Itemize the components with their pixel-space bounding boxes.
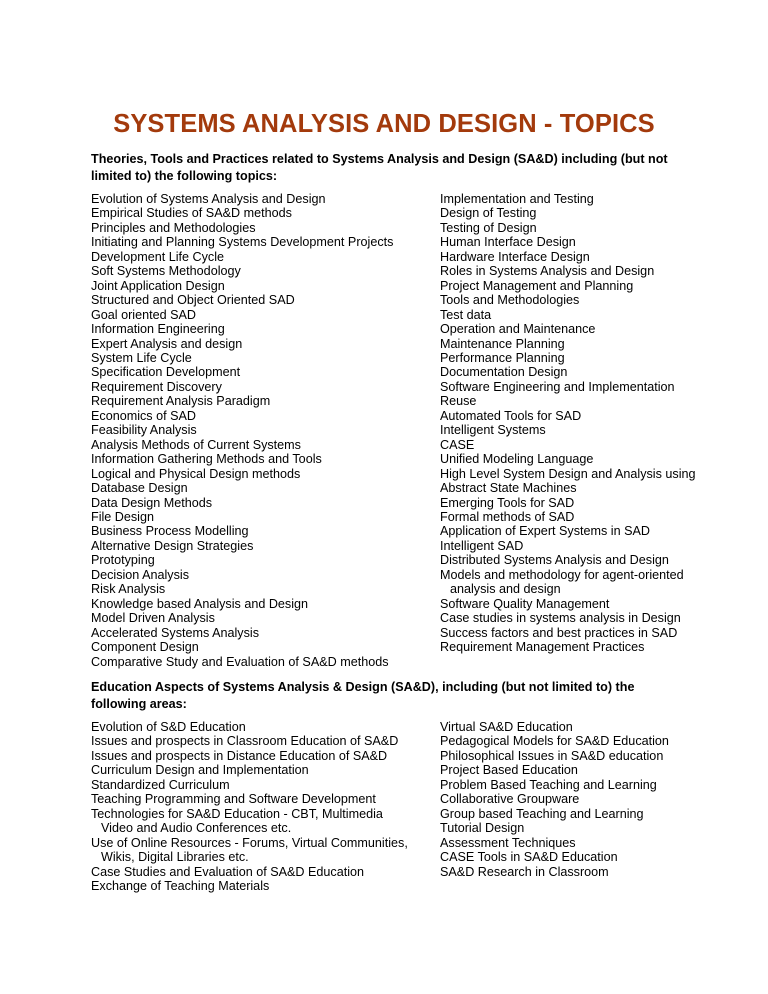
topic-item: Testing of Design <box>440 220 537 235</box>
topic-item: File Design <box>91 509 154 524</box>
topic-item: Accelerated Systems Analysis <box>91 625 259 640</box>
topic-item: Roles in Systems Analysis and Design <box>440 264 655 279</box>
topic-item: Reuse <box>440 394 477 409</box>
topic-item: Expert Analysis and design <box>91 336 243 351</box>
topic-item: Case Studies and Evaluation of SA&D Education <box>91 864 365 879</box>
topic-item: Models and methodology for agent-oriented analysis and design <box>440 567 684 597</box>
topic-item: Test data <box>440 307 492 322</box>
topic-item: Maintenance Planning <box>440 336 565 351</box>
topic-item: Business Process Modelling <box>91 524 249 539</box>
topic-item: Comparative Study and Evaluation of SA&D methods <box>91 654 389 669</box>
topic-item: Requirement Analysis Paradigm <box>91 394 271 409</box>
topic-item: Economics of SAD <box>91 408 196 423</box>
topic-item: Assessment Techniques <box>440 835 576 850</box>
topic-item: Feasibility Analysis <box>91 423 197 438</box>
topic-item: Soft Systems Methodology <box>91 264 241 279</box>
page-title: SYSTEMS ANALYSIS AND DESIGN - TOPICS <box>113 110 655 138</box>
topic-item: Standardized Curriculum <box>91 777 230 792</box>
topic-item: Project Management and Planning <box>440 278 634 293</box>
topic-item: Logical and Physical Design methods <box>91 466 301 481</box>
topic-item: Empirical Studies of SA&D methods <box>91 206 292 221</box>
topic-item: Model Driven Analysis <box>91 611 215 626</box>
topic-item: CASE Tools in SA&D Education <box>440 850 618 865</box>
topic-item: Joint Application Design <box>91 278 225 293</box>
topic-item: Issues and prospects in Classroom Education of SA&D <box>91 734 399 749</box>
topic-item: Pedagogical Models for SA&D Education <box>440 734 669 749</box>
topic-item: Data Design Methods <box>91 495 213 510</box>
topic-item: Structured and Object Oriented SAD <box>91 293 295 308</box>
topic-item: Tutorial Design <box>440 821 525 836</box>
topic-item: System Life Cycle <box>91 350 192 365</box>
topic-item: Development Life Cycle <box>91 249 224 264</box>
topic-item: Analysis Methods of Current Systems <box>91 437 301 452</box>
topic-item: Technologies for SA&D Education - CBT, Multimedia Video and Audio Conferences etc. <box>91 806 383 836</box>
theories-topics-right <box>440 192 740 655</box>
topic-item: Risk Analysis <box>91 582 166 597</box>
topic-item: Alternative Design Strategies <box>91 538 254 553</box>
topic-item: CASE <box>440 437 475 452</box>
topic-item: Component Design <box>91 640 199 655</box>
topic-item: Philosophical Issues in SA&D education <box>440 748 664 763</box>
topic-item: Requirement Management Practices <box>440 640 645 655</box>
topic-item: Principles and Methodologies <box>91 220 256 235</box>
topic-item: Distributed Systems Analysis and Design <box>440 553 669 568</box>
topic-item: Information Engineering <box>91 322 225 337</box>
topic-item: Software Quality Management <box>440 596 610 611</box>
topic-item: Knowledge based Analysis and Design <box>91 596 309 611</box>
topic-item: Group based Teaching and Learning <box>440 806 644 821</box>
topic-item: Exchange of Teaching Materials <box>91 878 270 893</box>
topic-item: Evolution of Systems Analysis and Design <box>91 192 326 206</box>
topic-item: Issues and prospects in Distance Education of SA&D <box>91 748 388 763</box>
topic-item: Requirement Discovery <box>91 379 222 394</box>
topic-item: Implementation and Testing <box>440 192 594 206</box>
topic-item: Abstract State Machines <box>440 481 577 496</box>
topic-item: High Level System Design and Analysis using <box>440 466 696 481</box>
topic-item: Intelligent SAD <box>440 538 524 553</box>
topic-item: Collaborative Groupware <box>440 792 580 807</box>
topic-item: Success factors and best practices in SAD <box>440 625 678 640</box>
topic-item: Formal methods of SAD <box>440 509 575 524</box>
topic-item: Curriculum Design and Implementation <box>91 763 309 778</box>
education-topics-left <box>91 720 431 893</box>
topic-item: Decision Analysis <box>91 567 189 582</box>
topic-item: Project Based Education <box>440 763 578 778</box>
section-heading-theories: Theories, Tools and Practices related to Systems Analysis and Design (SA&D) including (but not limited to) the following topics: <box>91 152 668 183</box>
topic-item: Software Engineering and Implementation <box>440 379 675 394</box>
topic-item: Initiating and Planning Systems Development Projects <box>91 235 394 250</box>
topic-item: Hardware Interface Design <box>440 249 590 264</box>
topic-item: Goal oriented SAD <box>91 307 197 322</box>
topic-item: Teaching Programming and Software Development <box>91 792 376 807</box>
topic-item: Design of Testing <box>440 206 537 221</box>
topic-item: Specification Development <box>91 365 241 380</box>
topic-item: Prototyping <box>91 553 155 568</box>
topic-item: SA&D Research in Classroom <box>440 864 609 879</box>
topic-item: Case studies in systems analysis in Design <box>440 611 681 626</box>
topic-item: Problem Based Teaching and Learning <box>440 777 657 792</box>
topic-item: Unified Modeling Language <box>440 452 594 467</box>
topic-item: Virtual SA&D Education <box>440 720 573 734</box>
topic-item: Evolution of S&D Education <box>91 720 246 734</box>
topic-item: Application of Expert Systems in SAD <box>440 524 650 539</box>
education-topics-right <box>440 720 740 879</box>
topic-item: Performance Planning <box>440 350 565 365</box>
topic-item: Database Design <box>91 481 188 496</box>
topic-item: Use of Online Resources - Forums, Virtual Communities, Wikis, Digital Libraries etc. <box>91 835 408 865</box>
topic-item: Automated Tools for SAD <box>440 408 582 423</box>
topic-item: Information Gathering Methods and Tools <box>91 452 322 467</box>
theories-topics-left <box>91 192 431 669</box>
topic-item: Documentation Design <box>440 365 568 380</box>
topic-item: Emerging Tools for SAD <box>440 495 575 510</box>
topic-item: Intelligent Systems <box>440 423 546 438</box>
topic-item: Operation and Maintenance <box>440 322 596 337</box>
section-heading-education: Education Aspects of Systems Analysis & Design (SA&D), including (but not limited to) the following areas: <box>91 680 635 711</box>
topic-item: Tools and Methodologies <box>440 293 580 308</box>
topic-item: Human Interface Design <box>440 235 576 250</box>
